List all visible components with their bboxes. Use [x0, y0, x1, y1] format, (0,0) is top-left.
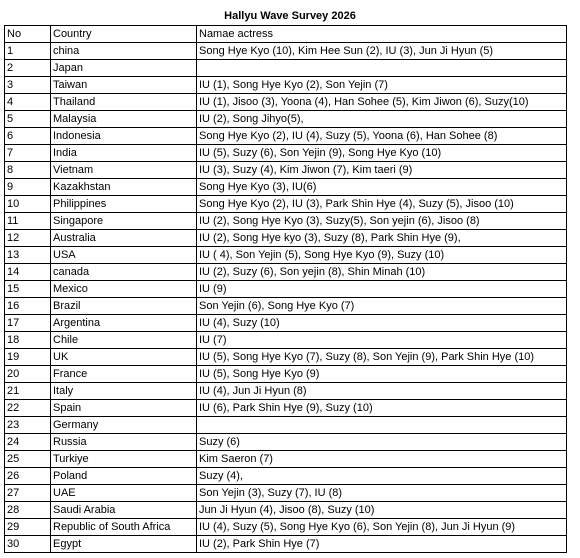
- cell-actress[interactable]: [197, 60, 567, 77]
- cell-country[interactable]: Philippines: [51, 196, 197, 213]
- cell-no[interactable]: 18: [5, 332, 51, 349]
- table-row: [5, 94, 567, 111]
- cell-country[interactable]: UK: [51, 349, 197, 366]
- table-row: [5, 77, 567, 94]
- table-row: [5, 315, 567, 332]
- table-row: [5, 451, 567, 468]
- cell-actress[interactable]: IU (4), Suzy (10): [197, 315, 567, 332]
- table-row: [5, 281, 567, 298]
- cell-country[interactable]: Kazakhstan: [51, 179, 197, 196]
- cell-no[interactable]: 7: [5, 145, 51, 162]
- cell-no[interactable]: 9: [5, 179, 51, 196]
- cell-no[interactable]: 13: [5, 247, 51, 264]
- cell-actress[interactable]: Song Hye Kyo (10), Kim Hee Sun (2), IU (3), Jun Ji Hyun (5): [197, 43, 567, 60]
- table-row: [5, 162, 567, 179]
- table-row: [5, 519, 567, 536]
- header-row: [5, 26, 567, 43]
- cell-actress[interactable]: Suzy (4),: [197, 468, 567, 485]
- table-row: [5, 468, 567, 485]
- cell-actress[interactable]: Song Hye Kyo (3), IU(6): [197, 179, 567, 196]
- cell-country[interactable]: Mexico: [51, 281, 197, 298]
- cell-no[interactable]: 3: [5, 77, 51, 94]
- cell-country[interactable]: Thailand: [51, 94, 197, 111]
- cell-country[interactable]: UAE: [51, 485, 197, 502]
- cell-no[interactable]: 22: [5, 400, 51, 417]
- cell-actress[interactable]: Song Hye Kyo (2), IU (4), Suzy (5), Yoona (6), Han Sohee (8): [197, 128, 567, 145]
- cell-actress[interactable]: IU (1), Song Hye Kyo (2), Son Yejin (7): [197, 77, 567, 94]
- table-row: [5, 298, 567, 315]
- cell-actress[interactable]: IU (2), Song Hye kyo (3), Suzy (8), Park Shin Hye (9),: [197, 230, 567, 247]
- cell-no[interactable]: 2: [5, 60, 51, 77]
- table-row: [5, 264, 567, 281]
- sheet-title: Hallyu Wave Survey 2026: [224, 10, 356, 22]
- cell-actress[interactable]: IU (6), Park Shin Hye (9), Suzy (10): [197, 400, 567, 417]
- table-row: [5, 383, 567, 400]
- cell-no[interactable]: 20: [5, 366, 51, 383]
- cell-no[interactable]: 28: [5, 502, 51, 519]
- cell-no[interactable]: 8: [5, 162, 51, 179]
- cell-actress[interactable]: IU (7): [197, 332, 567, 349]
- cell-country[interactable]: Italy: [51, 383, 197, 400]
- cell-no[interactable]: 6: [5, 128, 51, 145]
- table-row: [5, 536, 567, 553]
- cell-country[interactable]: Saudi Arabia: [51, 502, 197, 519]
- cell-country[interactable]: canada: [51, 264, 197, 281]
- cell-no[interactable]: 4: [5, 94, 51, 111]
- table-row: [5, 213, 567, 230]
- cell-no[interactable]: 1: [5, 43, 51, 60]
- cell-country[interactable]: Indonesia: [51, 128, 197, 145]
- cell-actress[interactable]: IU (5), Suzy (6), Son Yejin (9), Song Hye Kyo (10): [197, 145, 567, 162]
- cell-no[interactable]: 29: [5, 519, 51, 536]
- table-row: [5, 60, 567, 77]
- cell-actress[interactable]: Jun Ji Hyun (4), Jisoo (8), Suzy (10): [197, 502, 567, 519]
- cell-actress[interactable]: IU (3), Suzy (4), Kim Jiwon (7), Kim taeri (9): [197, 162, 567, 179]
- table-row: [5, 366, 567, 383]
- table-row: [5, 332, 567, 349]
- cell-country[interactable]: china: [51, 43, 197, 60]
- cell-country[interactable]: Japan: [51, 60, 197, 77]
- table-row: [5, 417, 567, 434]
- cell-country[interactable]: Chile: [51, 332, 197, 349]
- cell-country[interactable]: Republic of South Africa: [51, 519, 197, 536]
- cell-country[interactable]: Argentina: [51, 315, 197, 332]
- cell-actress[interactable]: Son Yejin (3), Suzy (7), IU (8): [197, 485, 567, 502]
- cell-actress[interactable]: [197, 417, 567, 434]
- cell-no[interactable]: 10: [5, 196, 51, 213]
- table-row: [5, 434, 567, 451]
- cell-country[interactable]: Australia: [51, 230, 197, 247]
- cell-country[interactable]: USA: [51, 247, 197, 264]
- cell-no[interactable]: 25: [5, 451, 51, 468]
- table-row: [5, 247, 567, 264]
- cell-actress[interactable]: IU (2), Suzy (6), Son yejin (8), Shin Minah (10): [197, 264, 567, 281]
- cell-country[interactable]: Singapore: [51, 213, 197, 230]
- table-row: [5, 179, 567, 196]
- header-country[interactable]: Country: [51, 26, 197, 43]
- cell-actress[interactable]: IU (9): [197, 281, 567, 298]
- survey-table: [4, 25, 567, 553]
- cell-no[interactable]: 5: [5, 111, 51, 128]
- header-actress[interactable]: Namae actress: [197, 26, 567, 43]
- table-row: [5, 196, 567, 213]
- table-row: [5, 43, 567, 60]
- cell-country[interactable]: Spain: [51, 400, 197, 417]
- cell-actress[interactable]: IU (2), Song Jihyo(5),: [197, 111, 567, 128]
- cell-country[interactable]: India: [51, 145, 197, 162]
- cell-country[interactable]: Germany: [51, 417, 197, 434]
- cell-country[interactable]: Egypt: [51, 536, 197, 553]
- cell-no[interactable]: 15: [5, 281, 51, 298]
- cell-country[interactable]: Russia: [51, 434, 197, 451]
- cell-actress[interactable]: Son Yejin (6), Song Hye Kyo (7): [197, 298, 567, 315]
- cell-actress[interactable]: IU (2), Park Shin Hye (7): [197, 536, 567, 553]
- cell-actress[interactable]: IU (5), Song Hye Kyo (9): [197, 366, 567, 383]
- table-row: [5, 230, 567, 247]
- header-no[interactable]: No: [5, 26, 51, 43]
- table-row: [5, 128, 567, 145]
- cell-actress[interactable]: Suzy (6): [197, 434, 567, 451]
- table-row: [5, 400, 567, 417]
- cell-actress[interactable]: Song Hye Kyo (2), IU (3), Park Shin Hye (4), Suzy (5), Jisoo (10): [197, 196, 567, 213]
- cell-country[interactable]: Poland: [51, 468, 197, 485]
- cell-no[interactable]: 11: [5, 213, 51, 230]
- cell-no[interactable]: 12: [5, 230, 51, 247]
- cell-country[interactable]: Vietnam: [51, 162, 197, 179]
- cell-country[interactable]: Malaysia: [51, 111, 197, 128]
- cell-actress[interactable]: IU (2), Song Hye Kyo (3), Suzy(5), Son yejin (6), Jisoo (8): [197, 213, 567, 230]
- cell-actress[interactable]: Kim Saeron (7): [197, 451, 567, 468]
- cell-actress[interactable]: IU ( 4), Son Yejin (5), Song Hye Kyo (9), Suzy (10): [197, 247, 567, 264]
- table-row: [5, 485, 567, 502]
- table-row: [5, 502, 567, 519]
- cell-no[interactable]: 16: [5, 298, 51, 315]
- cell-actress[interactable]: IU (1), Jisoo (3), Yoona (4), Han Sohee (5), Kim Jiwon (6), Suzy(10): [197, 94, 567, 111]
- cell-country[interactable]: France: [51, 366, 197, 383]
- cell-no[interactable]: 26: [5, 468, 51, 485]
- cell-actress[interactable]: IU (4), Jun Ji Hyun (8): [197, 383, 567, 400]
- cell-no[interactable]: 23: [5, 417, 51, 434]
- cell-country[interactable]: Turkiye: [51, 451, 197, 468]
- table-row: [5, 349, 567, 366]
- cell-no[interactable]: 21: [5, 383, 51, 400]
- cell-no[interactable]: 30: [5, 536, 51, 553]
- cell-actress[interactable]: IU (4), Suzy (5), Song Hye Kyo (6), Son Yejin (8), Jun Ji Hyun (9): [197, 519, 567, 536]
- cell-no[interactable]: 19: [5, 349, 51, 366]
- cell-country[interactable]: Taiwan: [51, 77, 197, 94]
- cell-no[interactable]: 17: [5, 315, 51, 332]
- cell-no[interactable]: 14: [5, 264, 51, 281]
- table-row: [5, 111, 567, 128]
- cell-country[interactable]: Brazil: [51, 298, 197, 315]
- cell-actress[interactable]: IU (5), Song Hye Kyo (7), Suzy (8), Son Yejin (9), Park Shin Hye (10): [197, 349, 567, 366]
- cell-no[interactable]: 24: [5, 434, 51, 451]
- table-row: [5, 145, 567, 162]
- cell-no[interactable]: 27: [5, 485, 51, 502]
